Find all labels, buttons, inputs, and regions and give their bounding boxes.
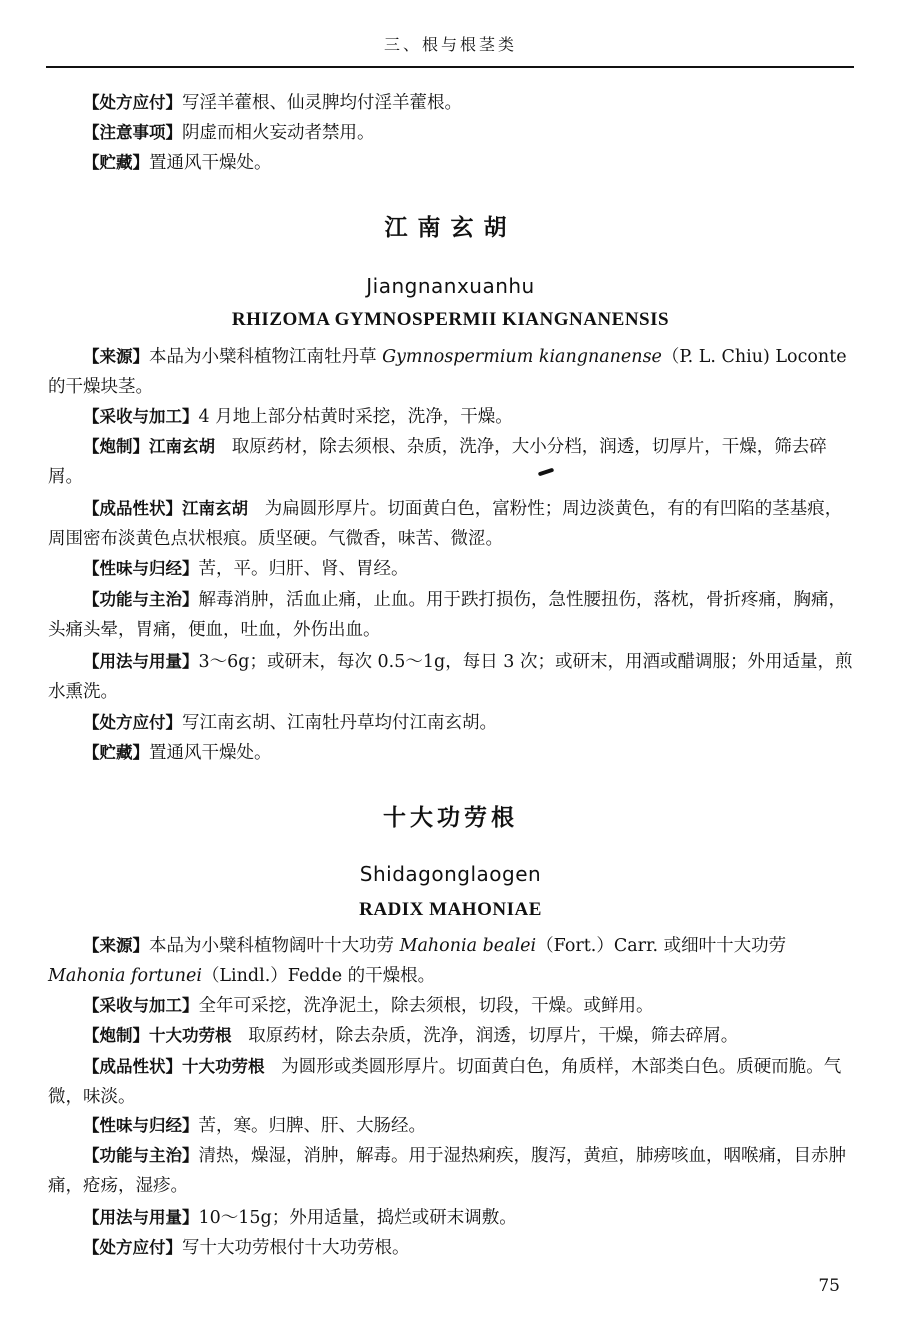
entry2-dosage-label: 【用法与用量】	[83, 1208, 199, 1227]
entry2-processing-label: 【炮制】	[83, 1026, 149, 1045]
entry1-function-label: 【功能与主治】	[83, 590, 199, 609]
entry1-function-paragraph	[48, 585, 854, 645]
entry1-source-text-2: （P. L. Chiu) Loconte 的干燥块茎。	[48, 347, 847, 397]
entry1-function-text: 解毒消肿，活血止痛，止血。用于跌打损伤，急性腰扭伤，落枕，骨折疼痛，胸痛，头痛头晕，胃痛，便血，吐血，外伤出血。	[48, 590, 846, 640]
entry2-harvest-paragraph	[48, 991, 854, 1021]
entry2-source-text-3: （Lindl.）Fedde 的干燥根。	[201, 966, 436, 986]
entry2-function-label: 【功能与主治】	[83, 1146, 199, 1165]
entry1-processing-name: 江南玄胡	[149, 437, 215, 456]
header-rule	[46, 66, 854, 68]
entry1-harvest-paragraph	[48, 402, 854, 432]
prev-prescription-paragraph	[48, 88, 854, 118]
entry2-product-paragraph	[48, 1052, 854, 1112]
entry2-dosage-text: 10～15g；外用适量，捣烂或研末调敷。	[198, 1208, 517, 1228]
entry1-harvest-label: 【采收与加工】	[83, 407, 199, 426]
entry2-processing-paragraph	[48, 1021, 854, 1051]
entry2-function-text: 清热，燥湿，消肿，解毒。用于湿热痢疾，腹泻，黄疸，肺痨咳血，咽喉痛，目赤肿痛，疮疡，湿疹。	[48, 1146, 846, 1196]
entry2-product-label: 【成品性状】	[83, 1057, 182, 1076]
entry1-nature-paragraph	[48, 554, 854, 584]
entry1-prescription-label: 【处方应付】	[83, 713, 182, 732]
entry2-source-text: 本品为小檗科植物阔叶十大功劳	[149, 936, 400, 956]
entry1-nature-label: 【性味与归经】	[83, 559, 199, 578]
entry2-harvest-label: 【采收与加工】	[83, 996, 199, 1015]
entry2-title-pinyin: Shidagonglaogen	[359, 862, 542, 886]
entry1-product-name: 江南玄胡	[182, 499, 248, 518]
entry2-prescription-label: 【处方应付】	[83, 1238, 182, 1257]
entry1-dosage-text: 3～6g；或研末，每次 0.5～1g，每日 3 次；或研末，用酒或醋调服；外用适量，煎水熏洗。	[48, 652, 853, 702]
entry1-dosage-paragraph	[48, 647, 854, 707]
entry1-dosage-label: 【用法与用量】	[83, 652, 199, 671]
entry1-source-label: 【来源】	[83, 347, 149, 366]
entry2-prescription-paragraph	[48, 1233, 854, 1263]
entry1-storage-label: 【贮藏】	[83, 743, 149, 762]
entry1-title-chinese: 江南玄胡	[384, 215, 517, 241]
entry2-nature-text: 苦，寒。归脾、肝、大肠经。	[198, 1116, 426, 1136]
entry1-nature-text: 苦，平。归肝、肾、胃经。	[198, 559, 409, 579]
entry1-product-paragraph	[48, 494, 854, 554]
entry2-product-text: 为圆形或类圆形厚片。切面黄白色，角质样，木部类白色。质硬而脆。气微，味淡。	[48, 1057, 842, 1107]
entry2-function-paragraph	[48, 1141, 854, 1201]
entry1-processing-paragraph	[48, 432, 854, 492]
prev-storage-text: 置通风干燥处。	[149, 153, 272, 173]
entry1-storage-text: 置通风干燥处。	[149, 743, 272, 763]
entry2-processing-text: 取原药材，除去杂质，洗净，润透，切厚片，干燥，筛去碎屑。	[248, 1026, 739, 1046]
entry1-processing-text: 取原药材，除去须根、杂质，洗净，大小分档，润透，切厚片，干燥，筛去碎屑。	[48, 437, 827, 487]
running-head: 三、根与根茎类	[383, 35, 517, 54]
entry2-prescription-text: 写十大功劳根付十大功劳根。	[182, 1238, 410, 1258]
entry2-title-chinese: 十大功劳根	[383, 805, 518, 831]
entry1-title-latin: RHIZOMA GYMNOSPERMII KIANGNANENSIS	[231, 309, 670, 330]
entry1-prescription-text: 写江南玄胡、江南牡丹草均付江南玄胡。	[182, 713, 497, 733]
entry2-title-latin: RADIX MAHONIAE	[359, 899, 542, 920]
entry1-harvest-text: 4 月地上部分枯黄时采挖，洗净，干燥。	[198, 407, 513, 427]
entry2-species-name-2: Mahonia fortunei	[48, 966, 202, 986]
entry1-prescription-paragraph	[48, 708, 854, 738]
entry2-harvest-text: 全年可采挖，洗净泥土，除去须根，切段，干燥。或鲜用。	[198, 996, 654, 1016]
prev-storage-label: 【贮藏】	[83, 153, 149, 172]
entry2-source-text-2: （Fort.）Carr. 或细叶十大功劳	[536, 936, 787, 956]
entry1-product-label: 【成品性状】	[83, 499, 182, 518]
prev-caution-paragraph	[48, 118, 854, 148]
entry2-source-label: 【来源】	[83, 936, 149, 955]
prev-prescription-label: 【处方应付】	[83, 93, 182, 112]
entry2-species-name-1: Mahonia bealei	[399, 936, 537, 956]
entry2-processing-name: 十大功劳根	[149, 1026, 232, 1045]
entry1-product-text: 为扁圆形厚片。切面黄白色，富粉性；周边淡黄色，有的有凹陷的茎基痕，周围密布淡黄色点状根痕。质坚硬。气微香，味苦、微涩。	[48, 499, 843, 549]
prev-storage-paragraph	[48, 148, 854, 178]
entry1-source-text: 本品为小檗科植物江南牡丹草	[149, 347, 383, 367]
entry1-processing-label: 【炮制】	[83, 437, 149, 456]
entry1-species-name: Gymnospermium kiangnanense	[382, 347, 662, 367]
entry2-nature-paragraph	[48, 1111, 854, 1141]
entry2-dosage-paragraph	[48, 1203, 854, 1233]
entry1-storage-paragraph	[48, 738, 854, 768]
page-number: 75	[818, 1276, 840, 1296]
entry1-source-paragraph	[48, 342, 854, 402]
prev-caution-text: 阴虚而相火妄动者禁用。	[182, 123, 375, 143]
entry2-product-name: 十大功劳根	[182, 1057, 265, 1076]
entry1-title-pinyin: Jiangnanxuanhu	[366, 274, 535, 298]
prev-prescription-text: 写淫羊藿根、仙灵脾均付淫羊藿根。	[182, 93, 462, 113]
entry2-nature-label: 【性味与归经】	[83, 1116, 199, 1135]
prev-caution-label: 【注意事项】	[83, 123, 182, 142]
entry2-source-paragraph	[48, 931, 854, 991]
